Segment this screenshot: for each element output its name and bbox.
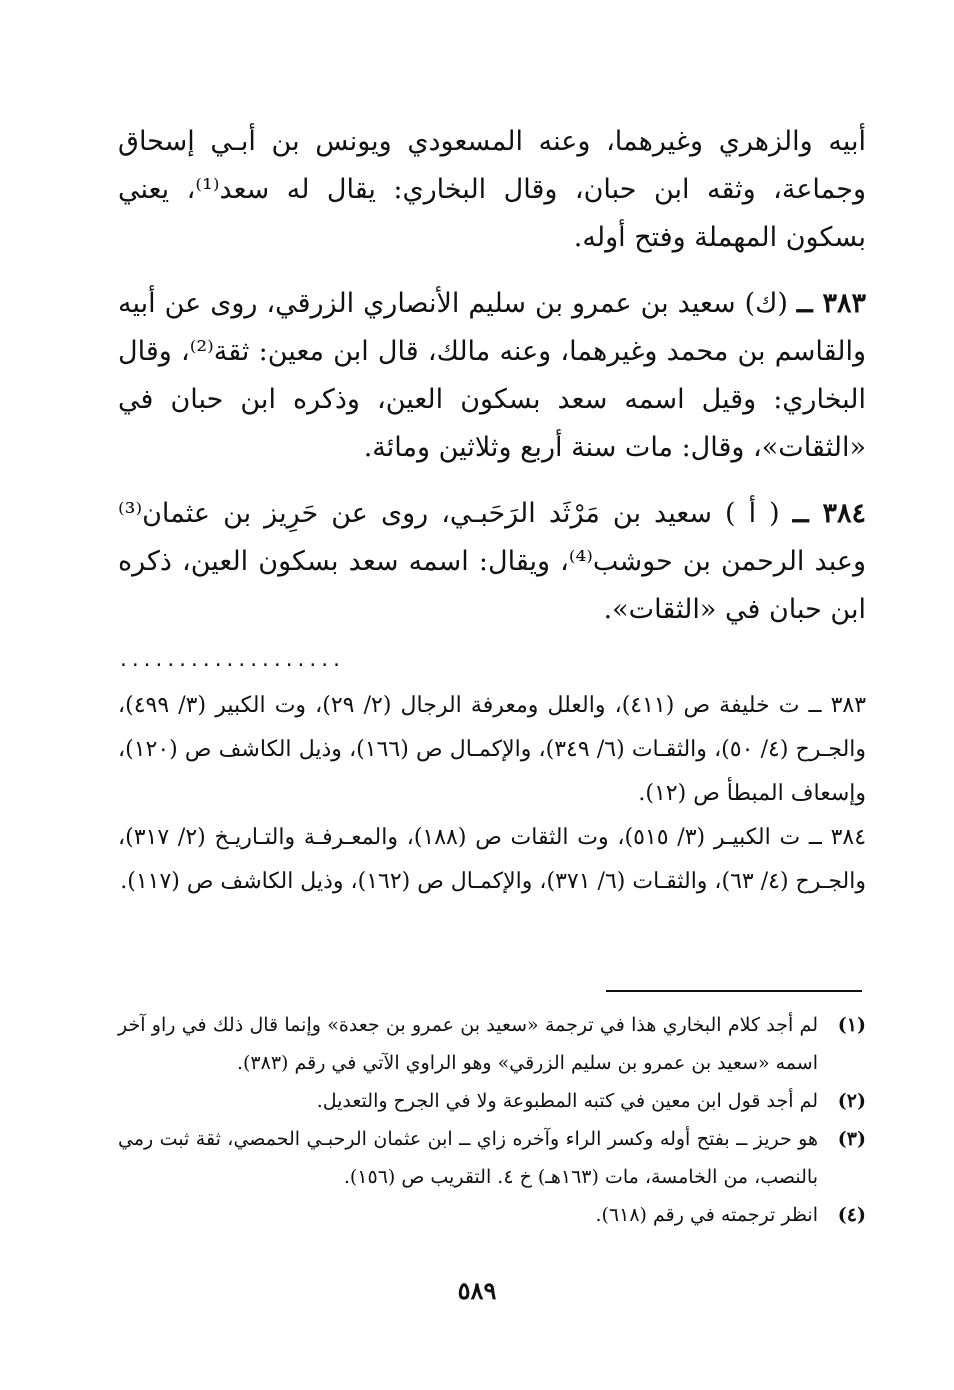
entry-number: ٣٨٤ ــ [792,498,866,529]
reference-383: ٣٨٣ ــ ت خليفة ص (٤١١)، والعلل ومعرفة الرجال (٢/ ٢٩)، وت الكبير (٣/ ٤٩٩)، والجـرح (٤/ ٥٠)، والثقـات (٦/ ٣٤٩)، والإكمـال ص (١٦٦)، وذيل الكاشف ص (١٢٠)، وإسعاف المبطأ ص (١٢). [118,693,867,806]
footnote-marker: (٤) [837,1204,866,1226]
page-number: ٥٨٩ [457,1276,497,1305]
references-block [118,684,866,904]
footnote-text: هو حريز ــ بفتح أوله وكسر الراء وآخره زاي ــ ابن عثمان الرحبـي الحمصي، ثقة ثبت رمي بالنصب، من الخامسة، مات (١٦٣هـ) خ ٤. التقريب ص (١٥٦). [118,1128,818,1188]
footnote [118,1120,866,1196]
footnote-text: لم أجد كلام البخاري هذا في ترجمة «سعيد بن عمرو بن جعدة» وإنما قال ذلك في راو آخر اسمه «سعيد بن عمرو بن سليم الزرقي» وهو الراوي الآتي في رقم (٣٨٣). [118,1014,818,1074]
entry-384 [118,490,866,634]
entry-number: ٣٨٣ ــ [796,288,866,319]
footnote [118,1006,866,1082]
footnote [118,1196,866,1234]
footnote-text: لم أجد قول ابن معين في كتبه المطبوعة ولا في الجرح والتعديل. [316,1090,818,1112]
paragraph-continuation: أبيه والزهري وغيرهما، وعنه المسعودي ويونس بن أبـي إسحاق وجماعة، وثقه ابن حبان، وقال البخاري: يقال له سعد⁽¹⁾، يعني بسكون المهملة وفتح أوله. [118,126,866,253]
footnote-marker: (٢) [837,1090,866,1112]
reference-384: ٣٨٤ ــ ت الكبيـر (٣/ ٥١٥)، وت الثقات ص (١٨٨)، والمعـرفـة والتـاريـخ (٢/ ٣١٧)، والجـرح (٤/ ٦٣)، والثقـات (٦/ ٣٧١)، والإكمـال ص (١٦٢)، وذيل الكاشف ص (١١٧). [118,825,867,894]
footnote-rule [606,990,862,992]
footnote-marker: (١) [837,1014,866,1036]
footnote-text: انظر ترجمته في رقم (٦١٨). [595,1204,818,1226]
main-text [118,118,866,652]
entry-text: (ك) سعيد بن عمرو بن سليم الأنصاري الزرقي، روى عن أبيه والقاسم بن محمد وغيرهما، وعنه مالك، قال ابن معين: ثقة⁽²⁾، وقال البخاري: وقيل اسمه سعد بسكون العين، وذكره ابن حبان في «الثقات»، وقال: مات سنة أربع وثلاثين ومائة. [118,288,867,463]
dotted-separator: ................... [118,650,343,671]
footnote [118,1082,866,1120]
entry-text: ( أ ) سعيد بن مَرْثَد الرَحَبـي، روى عن حَرِيز بن عثمان⁽³⁾ وعبد الرحمن بن حوشب⁽⁴⁾، ويقال: اسمه سعد بسكون العين، ذكره ابن حبان في «الثقات». [118,498,866,625]
footnote-marker: (٣) [837,1128,866,1150]
footnotes [118,1006,866,1234]
entry-383 [118,280,866,472]
